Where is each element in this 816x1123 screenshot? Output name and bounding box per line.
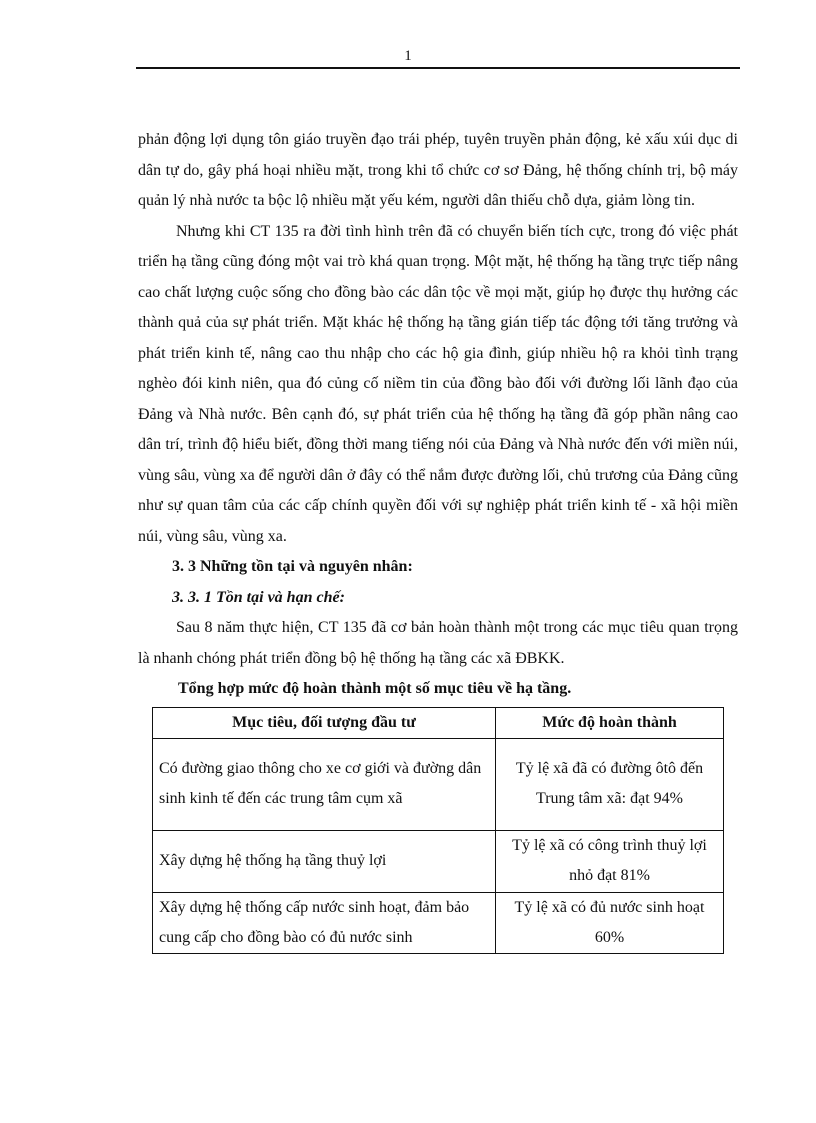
subsection-heading: 3. 3. 1 Tồn tại và hạn chế: (172, 588, 345, 606)
table-row (153, 830, 724, 892)
table-cell-goal: Xây dựng hệ thống hạ tầng thuỷ lợi (153, 830, 496, 892)
table-row (153, 738, 724, 830)
table-header-cell: Mức độ hoàn thành (496, 707, 724, 738)
paragraph-2: Nhưng khi CT 135 ra đời tình hình trên đã có chuyển biến tích cực, trong đó việc phát triển hạ tầng cũng đóng một vai trò khá quan trọng. Một mặt, hệ thống hạ tầng trực tiếp nâng cao chất lượng cuộc sống cho đồng bào các dân tộc về mọi mặt, giúp họ được thụ hưởng các thành quả của sự phát triển. Mặt khác hệ thống hạ tầng gián tiếp tác động tới tăng trưởng và phát triển kinh tế, nâng cao thu nhập cho các hộ gia đình, giúp nhiều hộ ra khỏi tình trạng nghèo đói kinh niên, qua đó củng cố niềm tin của đồng bào đối với đường lối lãnh đạo của Đảng và Nhà nước. Bên cạnh đó, sự phát triển của hệ thống hạ tầng đã góp phần nâng cao dân trí, trình độ hiểu biết, đồng thời mang tiếng nói của Đảng và Nhà nước đến với miền núi, vùng sâu, vùng xa để người dân ở đây có thể nắm được đường lối, chủ trương của Đảng cũng như sự quan tâm của các cấp chính quyền đối với sự nghiệp phát triển kinh tế - xã hội miền núi, vùng sâu, vùng xa. (138, 222, 738, 545)
header-rule (136, 67, 740, 69)
table-cell-result: Tỷ lệ xã có công trình thuỷ lợi nhỏ đạt 81% (496, 830, 724, 892)
table-cell-goal: Xây dựng hệ thống cấp nước sinh hoạt, đảm bảo cung cấp cho đồng bào có đủ nước sinh (153, 892, 496, 953)
table-row (153, 892, 724, 953)
table-caption: Tổng hợp mức độ hoàn thành một số mục tiêu về hạ tầng. (178, 680, 572, 697)
document-body (138, 125, 738, 954)
section-heading: 3. 3 Những tồn tại và nguyên nhân: (172, 558, 413, 575)
table-header-row (153, 707, 724, 738)
paragraph-1: phản động lợi dụng tôn giáo truyền đạo trái phép, tuyên truyền phản động, kẻ xấu xúi dục di dân tự do, gây phá hoại nhiều mặt, trong khi tổ chức cơ sơ Đảng, hệ thống chính trị, bộ máy quản lý nhà nước ta bộc lộ nhiều mặt yếu kém, người dân thiếu chỗ dựa, giảm lòng tin. (138, 131, 738, 209)
page-number: 1 (404, 48, 412, 64)
table-cell-result: Tỷ lệ xã có đủ nước sinh hoạt 60% (496, 892, 724, 953)
paragraph-3: Sau 8 năm thực hiện, CT 135 đã cơ bản hoàn thành một trong các mục tiêu quan trọng là nhanh chóng phát triển đồng bộ hệ thống hạ tầng các xã ĐBKK. (138, 619, 738, 667)
goals-table (152, 707, 724, 954)
table-cell-goal: Có đường giao thông cho xe cơ giới và đường dân sinh kinh tế đến các trung tâm cụm xã (153, 738, 496, 830)
table-cell-result: Tỷ lệ xã đã có đường ôtô đến Trung tâm xã: đạt 94% (496, 738, 724, 830)
table-header-cell: Mục tiêu, đối tượng đầu tư (153, 707, 496, 738)
